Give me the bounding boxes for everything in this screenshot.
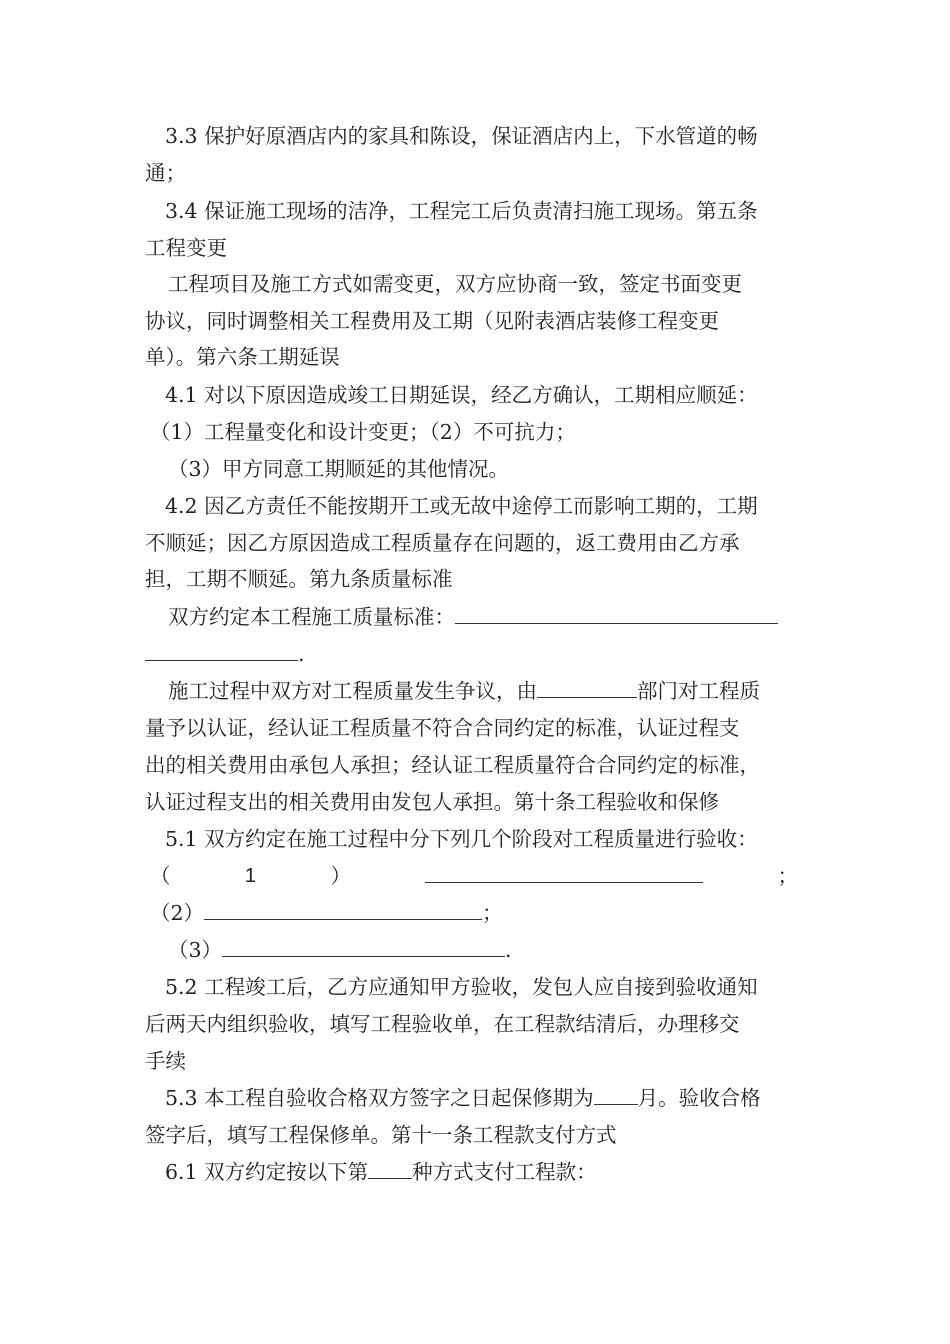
paragraph-5-3-cont: 签字后，填写工程保修单。第十一条工程款支付方式: [145, 1123, 617, 1147]
quality-standard-blank: [455, 603, 778, 624]
item2-label: （2）: [150, 901, 205, 925]
dispute-text-1: 施工过程中双方对工程质量发生争议，由: [168, 679, 537, 703]
paragraph-4-1-items: （1）工程量变化和设计变更；（2）不可抗力；: [150, 420, 576, 444]
item1-number: 1: [244, 864, 257, 887]
paragraph-4-1-item3: （3）甲方同意工期顺延的其他情况。: [168, 457, 510, 481]
payment-method-blank: [368, 1158, 412, 1179]
paragraph-5-1-item3: [168, 936, 833, 964]
dispute-text-2: 部门对工程质: [637, 679, 760, 703]
paragraph-3-3-cont: 通；: [145, 161, 186, 185]
item2-semicolon: ；: [482, 901, 503, 925]
paragraph-4-1: 4.1 对以下原因造成竣工日期延误，经乙方确认，工期相应顺延：: [165, 383, 758, 407]
paragraph-5-3: [165, 1084, 830, 1112]
paragraph-5-2-cont2: 手续: [145, 1049, 186, 1073]
item1-open-paren: （: [150, 864, 171, 888]
paragraph-4-2-cont2: 担，工期不顺延。第九条质量标准: [145, 567, 453, 591]
paragraph-quality-standard: [168, 603, 833, 631]
paragraph-change-cont2: 单）。第六条工期延误: [145, 345, 340, 369]
warranty-text-1: 5.3 本工程自验收合格双方签字之日起保修期为: [165, 1086, 594, 1110]
paragraph-dispute-cont2: 出的相关费用由承包人承担；经认证工程质量符合合同约定的标准，: [145, 753, 760, 777]
paragraph-5-1-item1: [150, 862, 798, 890]
payment-text-1: 6.1 双方约定按以下第: [165, 1160, 369, 1184]
paragraph-5-1: 5.1 双方约定在施工过程中分下列几个阶段对工程质量进行验收：: [165, 827, 758, 851]
item1-close-paren: ）: [330, 864, 351, 888]
paragraph-change-cont1: 协议，同时调整相关工程费用及工期（见附表酒店装修工程变更: [145, 309, 719, 333]
paragraph-6-1: [165, 1158, 830, 1186]
paragraph-3-3: 3.3 保护好原酒店内的家具和陈设，保证酒店内上，下水管道的畅: [165, 124, 758, 148]
item1-blank: [425, 862, 703, 883]
warranty-months-blank: [594, 1084, 638, 1105]
paragraph-dispute-cont3: 认证过程支出的相关费用由发包人承担。第十条工程验收和保修: [145, 790, 719, 814]
item3-label: （3）: [168, 938, 223, 962]
paragraph-4-2-cont1: 不顺延；因乙方原因造成工程质量存在问题的，返工费用由乙方承: [145, 531, 740, 555]
period: .: [298, 642, 305, 666]
paragraph-change: 工程项目及施工方式如需变更，双方应协商一致，签定书面变更: [168, 272, 742, 296]
warranty-text-2: 月。验收合格: [637, 1086, 761, 1110]
paragraph-quality-standard-cont: [145, 640, 810, 668]
paragraph-4-2: 4.2 因乙方责任不能按期开工或无故中途停工而影响工期的，工期: [165, 494, 758, 518]
paragraph-dispute-cont1: 量予以认证，经认证工程质量不符合合同约定的标准，认证过程支: [145, 716, 740, 740]
dispute-department-blank: [537, 677, 637, 698]
item3-period: .: [505, 938, 512, 962]
item1-semicolon: ；: [777, 864, 798, 888]
payment-text-2: 种方式支付工程款：: [412, 1160, 597, 1184]
quality-standard-blank-2: [145, 640, 298, 661]
paragraph-dispute: [168, 677, 833, 705]
item3-blank: [222, 936, 505, 957]
paragraph-5-2-cont1: 后两天内组织验收，填写工程验收单，在工程款结清后，办理移交: [145, 1012, 740, 1036]
paragraph-5-2: 5.2 工程竣工后，乙方应通知甲方验收，发包人应自接到验收通知: [165, 975, 758, 999]
paragraph-3-4-cont: 工程变更: [145, 236, 227, 260]
quality-standard-label: 双方约定本工程施工质量标准：: [168, 605, 455, 629]
paragraph-3-4: 3.4 保证施工现场的洁净，工程完工后负责清扫施工现场。第五条: [165, 199, 758, 223]
item2-blank: [204, 899, 482, 920]
paragraph-5-1-item2: [150, 899, 815, 927]
